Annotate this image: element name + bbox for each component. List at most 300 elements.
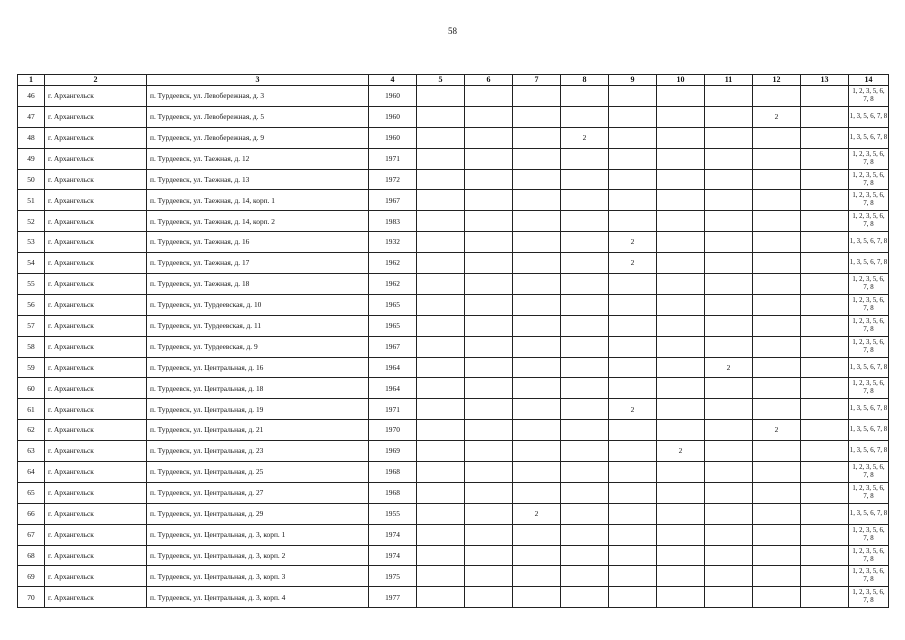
mark-cell-col-6 xyxy=(465,294,513,315)
mark-cell-col-10 xyxy=(657,253,705,274)
city-cell: г. Архангельск xyxy=(45,274,147,295)
mark-cell-col-5 xyxy=(417,211,465,232)
column-header-7: 7 xyxy=(513,75,561,86)
row-number-cell: 63 xyxy=(18,441,45,462)
year-cell: 1962 xyxy=(369,253,417,274)
codes-cell: 1, 2, 3, 5, 6, 7, 8 xyxy=(849,86,889,107)
mark-cell-col-8 xyxy=(561,524,609,545)
mark-cell-col-12 xyxy=(753,378,801,399)
mark-cell-col-6 xyxy=(465,566,513,587)
city-cell: г. Архангельск xyxy=(45,566,147,587)
column-header-11: 11 xyxy=(705,75,753,86)
city-cell: г. Архангельск xyxy=(45,127,147,148)
mark-cell-col-13 xyxy=(801,399,849,420)
mark-cell-col-10 xyxy=(657,315,705,336)
mark-cell-col-12: 2 xyxy=(753,106,801,127)
year-cell: 1960 xyxy=(369,106,417,127)
mark-cell-col-7 xyxy=(513,587,561,608)
mark-cell-col-8 xyxy=(561,148,609,169)
column-header-10: 10 xyxy=(657,75,705,86)
mark-cell-col-11 xyxy=(705,503,753,524)
mark-cell-col-13 xyxy=(801,274,849,295)
mark-cell-col-11 xyxy=(705,399,753,420)
mark-cell-col-10 xyxy=(657,190,705,211)
mark-cell-col-9 xyxy=(609,503,657,524)
codes-cell: 1, 2, 3, 5, 6, 7, 8 xyxy=(849,274,889,295)
address-cell: п. Турдеевск, ул. Центральная, д. 3, корп. 1 xyxy=(147,524,369,545)
mark-cell-col-7 xyxy=(513,274,561,295)
column-header-6: 6 xyxy=(465,75,513,86)
mark-cell-col-5 xyxy=(417,482,465,503)
row-number-cell: 47 xyxy=(18,106,45,127)
mark-cell-col-7 xyxy=(513,315,561,336)
mark-cell-col-10 xyxy=(657,566,705,587)
mark-cell-col-12 xyxy=(753,503,801,524)
codes-cell: 1, 2, 3, 5, 6, 7, 8 xyxy=(849,336,889,357)
mark-cell-col-10 xyxy=(657,336,705,357)
city-cell: г. Архангельск xyxy=(45,462,147,483)
mark-cell-col-5 xyxy=(417,127,465,148)
mark-cell-col-8 xyxy=(561,336,609,357)
mark-cell-col-12 xyxy=(753,399,801,420)
column-header-12: 12 xyxy=(753,75,801,86)
mark-cell-col-9 xyxy=(609,524,657,545)
mark-cell-col-11 xyxy=(705,482,753,503)
city-cell: г. Архангельск xyxy=(45,169,147,190)
mark-cell-col-13 xyxy=(801,232,849,253)
address-cell: п. Турдеевск, ул. Таежная, д. 14, корп. 1 xyxy=(147,190,369,211)
codes-cell: 1, 2, 3, 5, 6, 7, 8 xyxy=(849,482,889,503)
mark-cell-col-12 xyxy=(753,148,801,169)
mark-cell-col-13 xyxy=(801,378,849,399)
mark-cell-col-10 xyxy=(657,399,705,420)
mark-cell-col-8 xyxy=(561,482,609,503)
mark-cell-col-13 xyxy=(801,253,849,274)
column-header-8: 8 xyxy=(561,75,609,86)
mark-cell-col-7 xyxy=(513,566,561,587)
mark-cell-col-12 xyxy=(753,127,801,148)
mark-cell-col-5 xyxy=(417,357,465,378)
row-number-cell: 51 xyxy=(18,190,45,211)
mark-cell-col-12 xyxy=(753,211,801,232)
mark-cell-col-5 xyxy=(417,336,465,357)
address-cell: п. Турдеевск, ул. Центральная, д. 21 xyxy=(147,420,369,441)
mark-cell-col-7 xyxy=(513,127,561,148)
table-row xyxy=(18,232,889,253)
mark-cell-col-6 xyxy=(465,503,513,524)
mark-cell-col-11: 2 xyxy=(705,357,753,378)
table-row xyxy=(18,190,889,211)
mark-cell-col-6 xyxy=(465,148,513,169)
mark-cell-col-12 xyxy=(753,86,801,107)
table-row xyxy=(18,253,889,274)
codes-cell: 1, 2, 3, 5, 6, 7, 8 xyxy=(849,378,889,399)
mark-cell-col-7 xyxy=(513,336,561,357)
city-cell: г. Архангельск xyxy=(45,148,147,169)
mark-cell-col-5 xyxy=(417,566,465,587)
page-number: 58 xyxy=(448,26,457,36)
city-cell: г. Архангельск xyxy=(45,294,147,315)
table-row xyxy=(18,566,889,587)
mark-cell-col-12 xyxy=(753,315,801,336)
address-cell: п. Турдеевск, ул. Левобережная, д. 9 xyxy=(147,127,369,148)
row-number-cell: 62 xyxy=(18,420,45,441)
codes-cell: 1, 2, 3, 5, 6, 7, 8 xyxy=(849,587,889,608)
codes-cell: 1, 2, 3, 5, 6, 7, 8 xyxy=(849,211,889,232)
mark-cell-col-10 xyxy=(657,274,705,295)
column-header-1: 1 xyxy=(18,75,45,86)
table-row xyxy=(18,482,889,503)
mark-cell-col-6 xyxy=(465,106,513,127)
mark-cell-col-13 xyxy=(801,127,849,148)
mark-cell-col-5 xyxy=(417,545,465,566)
year-cell: 1969 xyxy=(369,441,417,462)
codes-cell: 1, 3, 5, 6, 7, 8 xyxy=(849,106,889,127)
table-row xyxy=(18,86,889,107)
mark-cell-col-8 xyxy=(561,294,609,315)
mark-cell-col-10: 2 xyxy=(657,441,705,462)
mark-cell-col-13 xyxy=(801,211,849,232)
mark-cell-col-12 xyxy=(753,253,801,274)
table-row xyxy=(18,503,889,524)
mark-cell-col-9 xyxy=(609,169,657,190)
year-cell: 1975 xyxy=(369,566,417,587)
mark-cell-col-7 xyxy=(513,294,561,315)
mark-cell-col-5 xyxy=(417,524,465,545)
address-cell: п. Турдеевск, ул. Центральная, д. 25 xyxy=(147,462,369,483)
row-number-cell: 65 xyxy=(18,482,45,503)
city-cell: г. Архангельск xyxy=(45,253,147,274)
mark-cell-col-7 xyxy=(513,441,561,462)
mark-cell-col-9: 2 xyxy=(609,399,657,420)
mark-cell-col-11 xyxy=(705,566,753,587)
codes-cell: 1, 3, 5, 6, 7, 8 xyxy=(849,253,889,274)
mark-cell-col-12 xyxy=(753,190,801,211)
address-cell: п. Турдеевск, ул. Таежная, д. 18 xyxy=(147,274,369,295)
city-cell: г. Архангельск xyxy=(45,399,147,420)
mark-cell-col-10 xyxy=(657,420,705,441)
mark-cell-col-13 xyxy=(801,169,849,190)
mark-cell-col-11 xyxy=(705,232,753,253)
address-cell: п. Турдеевск, ул. Таежная, д. 17 xyxy=(147,253,369,274)
codes-cell: 1, 2, 3, 5, 6, 7, 8 xyxy=(849,545,889,566)
mark-cell-col-10 xyxy=(657,524,705,545)
mark-cell-col-6 xyxy=(465,232,513,253)
mark-cell-col-7 xyxy=(513,211,561,232)
mark-cell-col-12 xyxy=(753,336,801,357)
mark-cell-col-11 xyxy=(705,127,753,148)
mark-cell-col-13 xyxy=(801,315,849,336)
mark-cell-col-8 xyxy=(561,315,609,336)
mark-cell-col-11 xyxy=(705,378,753,399)
mark-cell-col-5 xyxy=(417,232,465,253)
mark-cell-col-8 xyxy=(561,357,609,378)
mark-cell-col-13 xyxy=(801,190,849,211)
mark-cell-col-6 xyxy=(465,482,513,503)
mark-cell-col-11 xyxy=(705,190,753,211)
mark-cell-col-7 xyxy=(513,148,561,169)
mark-cell-col-11 xyxy=(705,545,753,566)
mark-cell-col-7: 2 xyxy=(513,503,561,524)
address-cell: п. Турдеевск, ул. Центральная, д. 18 xyxy=(147,378,369,399)
mark-cell-col-10 xyxy=(657,211,705,232)
mark-cell-col-9: 2 xyxy=(609,253,657,274)
table-row xyxy=(18,524,889,545)
mark-cell-col-5 xyxy=(417,420,465,441)
mark-cell-col-11 xyxy=(705,336,753,357)
address-cell: п. Турдеевск, ул. Левобережная, д. 5 xyxy=(147,106,369,127)
mark-cell-col-10 xyxy=(657,294,705,315)
year-cell: 1971 xyxy=(369,148,417,169)
mark-cell-col-5 xyxy=(417,190,465,211)
mark-cell-col-7 xyxy=(513,378,561,399)
city-cell: г. Архангельск xyxy=(45,441,147,462)
year-cell: 1964 xyxy=(369,378,417,399)
mark-cell-col-10 xyxy=(657,232,705,253)
mark-cell-col-6 xyxy=(465,169,513,190)
mark-cell-col-12 xyxy=(753,441,801,462)
table-row xyxy=(18,545,889,566)
mark-cell-col-10 xyxy=(657,378,705,399)
mark-cell-col-8 xyxy=(561,441,609,462)
mark-cell-col-13 xyxy=(801,294,849,315)
row-number-cell: 69 xyxy=(18,566,45,587)
year-cell: 1960 xyxy=(369,127,417,148)
mark-cell-col-9 xyxy=(609,336,657,357)
mark-cell-col-9 xyxy=(609,378,657,399)
city-cell: г. Архангельск xyxy=(45,232,147,253)
mark-cell-col-8 xyxy=(561,253,609,274)
mark-cell-col-13 xyxy=(801,106,849,127)
mark-cell-col-6 xyxy=(465,211,513,232)
mark-cell-col-8 xyxy=(561,211,609,232)
year-cell: 1965 xyxy=(369,315,417,336)
mark-cell-col-5 xyxy=(417,86,465,107)
mark-cell-col-9: 2 xyxy=(609,232,657,253)
mark-cell-col-5 xyxy=(417,294,465,315)
mark-cell-col-13 xyxy=(801,545,849,566)
mark-cell-col-7 xyxy=(513,524,561,545)
row-number-cell: 58 xyxy=(18,336,45,357)
mark-cell-col-7 xyxy=(513,420,561,441)
codes-cell: 1, 3, 5, 6, 7, 8 xyxy=(849,420,889,441)
mark-cell-col-5 xyxy=(417,148,465,169)
table-row xyxy=(18,441,889,462)
mark-cell-col-13 xyxy=(801,86,849,107)
mark-cell-col-12 xyxy=(753,524,801,545)
table-row xyxy=(18,378,889,399)
mark-cell-col-10 xyxy=(657,503,705,524)
mark-cell-col-5 xyxy=(417,253,465,274)
column-header-3: 3 xyxy=(147,75,369,86)
mark-cell-col-5 xyxy=(417,441,465,462)
mark-cell-col-5 xyxy=(417,399,465,420)
mark-cell-col-13 xyxy=(801,420,849,441)
row-number-cell: 66 xyxy=(18,503,45,524)
city-cell: г. Архангельск xyxy=(45,524,147,545)
mark-cell-col-12 xyxy=(753,482,801,503)
mark-cell-col-9 xyxy=(609,211,657,232)
mark-cell-col-11 xyxy=(705,524,753,545)
column-header-14: 14 xyxy=(849,75,889,86)
mark-cell-col-11 xyxy=(705,441,753,462)
mark-cell-col-8 xyxy=(561,190,609,211)
mark-cell-col-9 xyxy=(609,86,657,107)
mark-cell-col-7 xyxy=(513,482,561,503)
year-cell: 1977 xyxy=(369,587,417,608)
mark-cell-col-5 xyxy=(417,587,465,608)
mark-cell-col-9 xyxy=(609,127,657,148)
mark-cell-col-10 xyxy=(657,127,705,148)
row-number-cell: 48 xyxy=(18,127,45,148)
mark-cell-col-9 xyxy=(609,106,657,127)
table-row xyxy=(18,148,889,169)
table-row xyxy=(18,294,889,315)
city-cell: г. Архангельск xyxy=(45,545,147,566)
address-cell: п. Турдеевск, ул. Центральная, д. 23 xyxy=(147,441,369,462)
mark-cell-col-13 xyxy=(801,441,849,462)
address-cell: п. Турдеевск, ул. Турдеевская, д. 9 xyxy=(147,336,369,357)
row-number-cell: 59 xyxy=(18,357,45,378)
codes-cell: 1, 2, 3, 5, 6, 7, 8 xyxy=(849,566,889,587)
row-number-cell: 46 xyxy=(18,86,45,107)
mark-cell-col-8 xyxy=(561,232,609,253)
mark-cell-col-10 xyxy=(657,357,705,378)
mark-cell-col-8 xyxy=(561,169,609,190)
mark-cell-col-8 xyxy=(561,86,609,107)
row-number-cell: 55 xyxy=(18,274,45,295)
mark-cell-col-10 xyxy=(657,545,705,566)
row-number-cell: 53 xyxy=(18,232,45,253)
mark-cell-col-11 xyxy=(705,169,753,190)
mark-cell-col-5 xyxy=(417,169,465,190)
mark-cell-col-7 xyxy=(513,169,561,190)
codes-cell: 1, 3, 5, 6, 7, 8 xyxy=(849,441,889,462)
address-cell: п. Турдеевск, ул. Турдеевская, д. 10 xyxy=(147,294,369,315)
row-number-cell: 52 xyxy=(18,211,45,232)
mark-cell-col-8 xyxy=(561,587,609,608)
city-cell: г. Архангельск xyxy=(45,190,147,211)
city-cell: г. Архангельск xyxy=(45,378,147,399)
mark-cell-col-9 xyxy=(609,462,657,483)
mark-cell-col-8: 2 xyxy=(561,127,609,148)
row-number-cell: 68 xyxy=(18,545,45,566)
address-cell: п. Турдеевск, ул. Таежная, д. 12 xyxy=(147,148,369,169)
mark-cell-col-12 xyxy=(753,169,801,190)
mark-cell-col-6 xyxy=(465,399,513,420)
mark-cell-col-7 xyxy=(513,357,561,378)
city-cell: г. Архангельск xyxy=(45,587,147,608)
mark-cell-col-10 xyxy=(657,106,705,127)
mark-cell-col-12: 2 xyxy=(753,420,801,441)
mark-cell-col-12 xyxy=(753,587,801,608)
year-cell: 1974 xyxy=(369,545,417,566)
mark-cell-col-7 xyxy=(513,190,561,211)
row-number-cell: 56 xyxy=(18,294,45,315)
address-cell: п. Турдеевск, ул. Таежная, д. 16 xyxy=(147,232,369,253)
table-header-row xyxy=(18,75,889,86)
address-cell: п. Турдеевск, ул. Левобережная, д. 3 xyxy=(147,86,369,107)
codes-cell: 1, 3, 5, 6, 7, 8 xyxy=(849,127,889,148)
address-cell: п. Турдеевск, ул. Центральная, д. 19 xyxy=(147,399,369,420)
mark-cell-col-5 xyxy=(417,462,465,483)
mark-cell-col-6 xyxy=(465,253,513,274)
year-cell: 1972 xyxy=(369,169,417,190)
codes-cell: 1, 3, 5, 6, 7, 8 xyxy=(849,399,889,420)
mark-cell-col-7 xyxy=(513,545,561,566)
city-cell: г. Архангельск xyxy=(45,106,147,127)
mark-cell-col-6 xyxy=(465,86,513,107)
mark-cell-col-6 xyxy=(465,587,513,608)
mark-cell-col-11 xyxy=(705,148,753,169)
column-header-2: 2 xyxy=(45,75,147,86)
mark-cell-col-6 xyxy=(465,127,513,148)
year-cell: 1955 xyxy=(369,503,417,524)
mark-cell-col-12 xyxy=(753,357,801,378)
address-cell: п. Турдеевск, ул. Центральная, д. 3, корп. 2 xyxy=(147,545,369,566)
year-cell: 1960 xyxy=(369,86,417,107)
mark-cell-col-9 xyxy=(609,566,657,587)
mark-cell-col-13 xyxy=(801,524,849,545)
mark-cell-col-7 xyxy=(513,106,561,127)
table-row xyxy=(18,274,889,295)
mark-cell-col-9 xyxy=(609,274,657,295)
mark-cell-col-11 xyxy=(705,587,753,608)
city-cell: г. Архангельск xyxy=(45,336,147,357)
mark-cell-col-11 xyxy=(705,86,753,107)
codes-cell: 1, 2, 3, 5, 6, 7, 8 xyxy=(849,294,889,315)
mark-cell-col-9 xyxy=(609,420,657,441)
table-row xyxy=(18,587,889,608)
city-cell: г. Архангельск xyxy=(45,503,147,524)
mark-cell-col-8 xyxy=(561,378,609,399)
mark-cell-col-12 xyxy=(753,232,801,253)
address-cell: п. Турдеевск, ул. Таежная, д. 14, корп. 2 xyxy=(147,211,369,232)
mark-cell-col-10 xyxy=(657,148,705,169)
mark-cell-col-13 xyxy=(801,336,849,357)
mark-cell-col-6 xyxy=(465,336,513,357)
city-cell: г. Архангельск xyxy=(45,357,147,378)
row-number-cell: 60 xyxy=(18,378,45,399)
table-row xyxy=(18,106,889,127)
mark-cell-col-11 xyxy=(705,274,753,295)
year-cell: 1970 xyxy=(369,420,417,441)
mark-cell-col-5 xyxy=(417,106,465,127)
mark-cell-col-10 xyxy=(657,462,705,483)
row-number-cell: 70 xyxy=(18,587,45,608)
mark-cell-col-5 xyxy=(417,274,465,295)
mark-cell-col-6 xyxy=(465,315,513,336)
mark-cell-col-5 xyxy=(417,378,465,399)
codes-cell: 1, 3, 5, 6, 7, 8 xyxy=(849,357,889,378)
column-header-4: 4 xyxy=(369,75,417,86)
table-row xyxy=(18,357,889,378)
table-row xyxy=(18,420,889,441)
address-cell: п. Турдеевск, ул. Турдеевская, д. 11 xyxy=(147,315,369,336)
row-number-cell: 57 xyxy=(18,315,45,336)
mark-cell-col-12 xyxy=(753,294,801,315)
mark-cell-col-6 xyxy=(465,441,513,462)
codes-cell: 1, 2, 3, 5, 6, 7, 8 xyxy=(849,148,889,169)
mark-cell-col-11 xyxy=(705,462,753,483)
mark-cell-col-8 xyxy=(561,503,609,524)
mark-cell-col-8 xyxy=(561,420,609,441)
mark-cell-col-6 xyxy=(465,378,513,399)
column-header-9: 9 xyxy=(609,75,657,86)
mark-cell-col-12 xyxy=(753,545,801,566)
city-cell: г. Архангельск xyxy=(45,86,147,107)
codes-cell: 1, 3, 5, 6, 7, 8 xyxy=(849,232,889,253)
